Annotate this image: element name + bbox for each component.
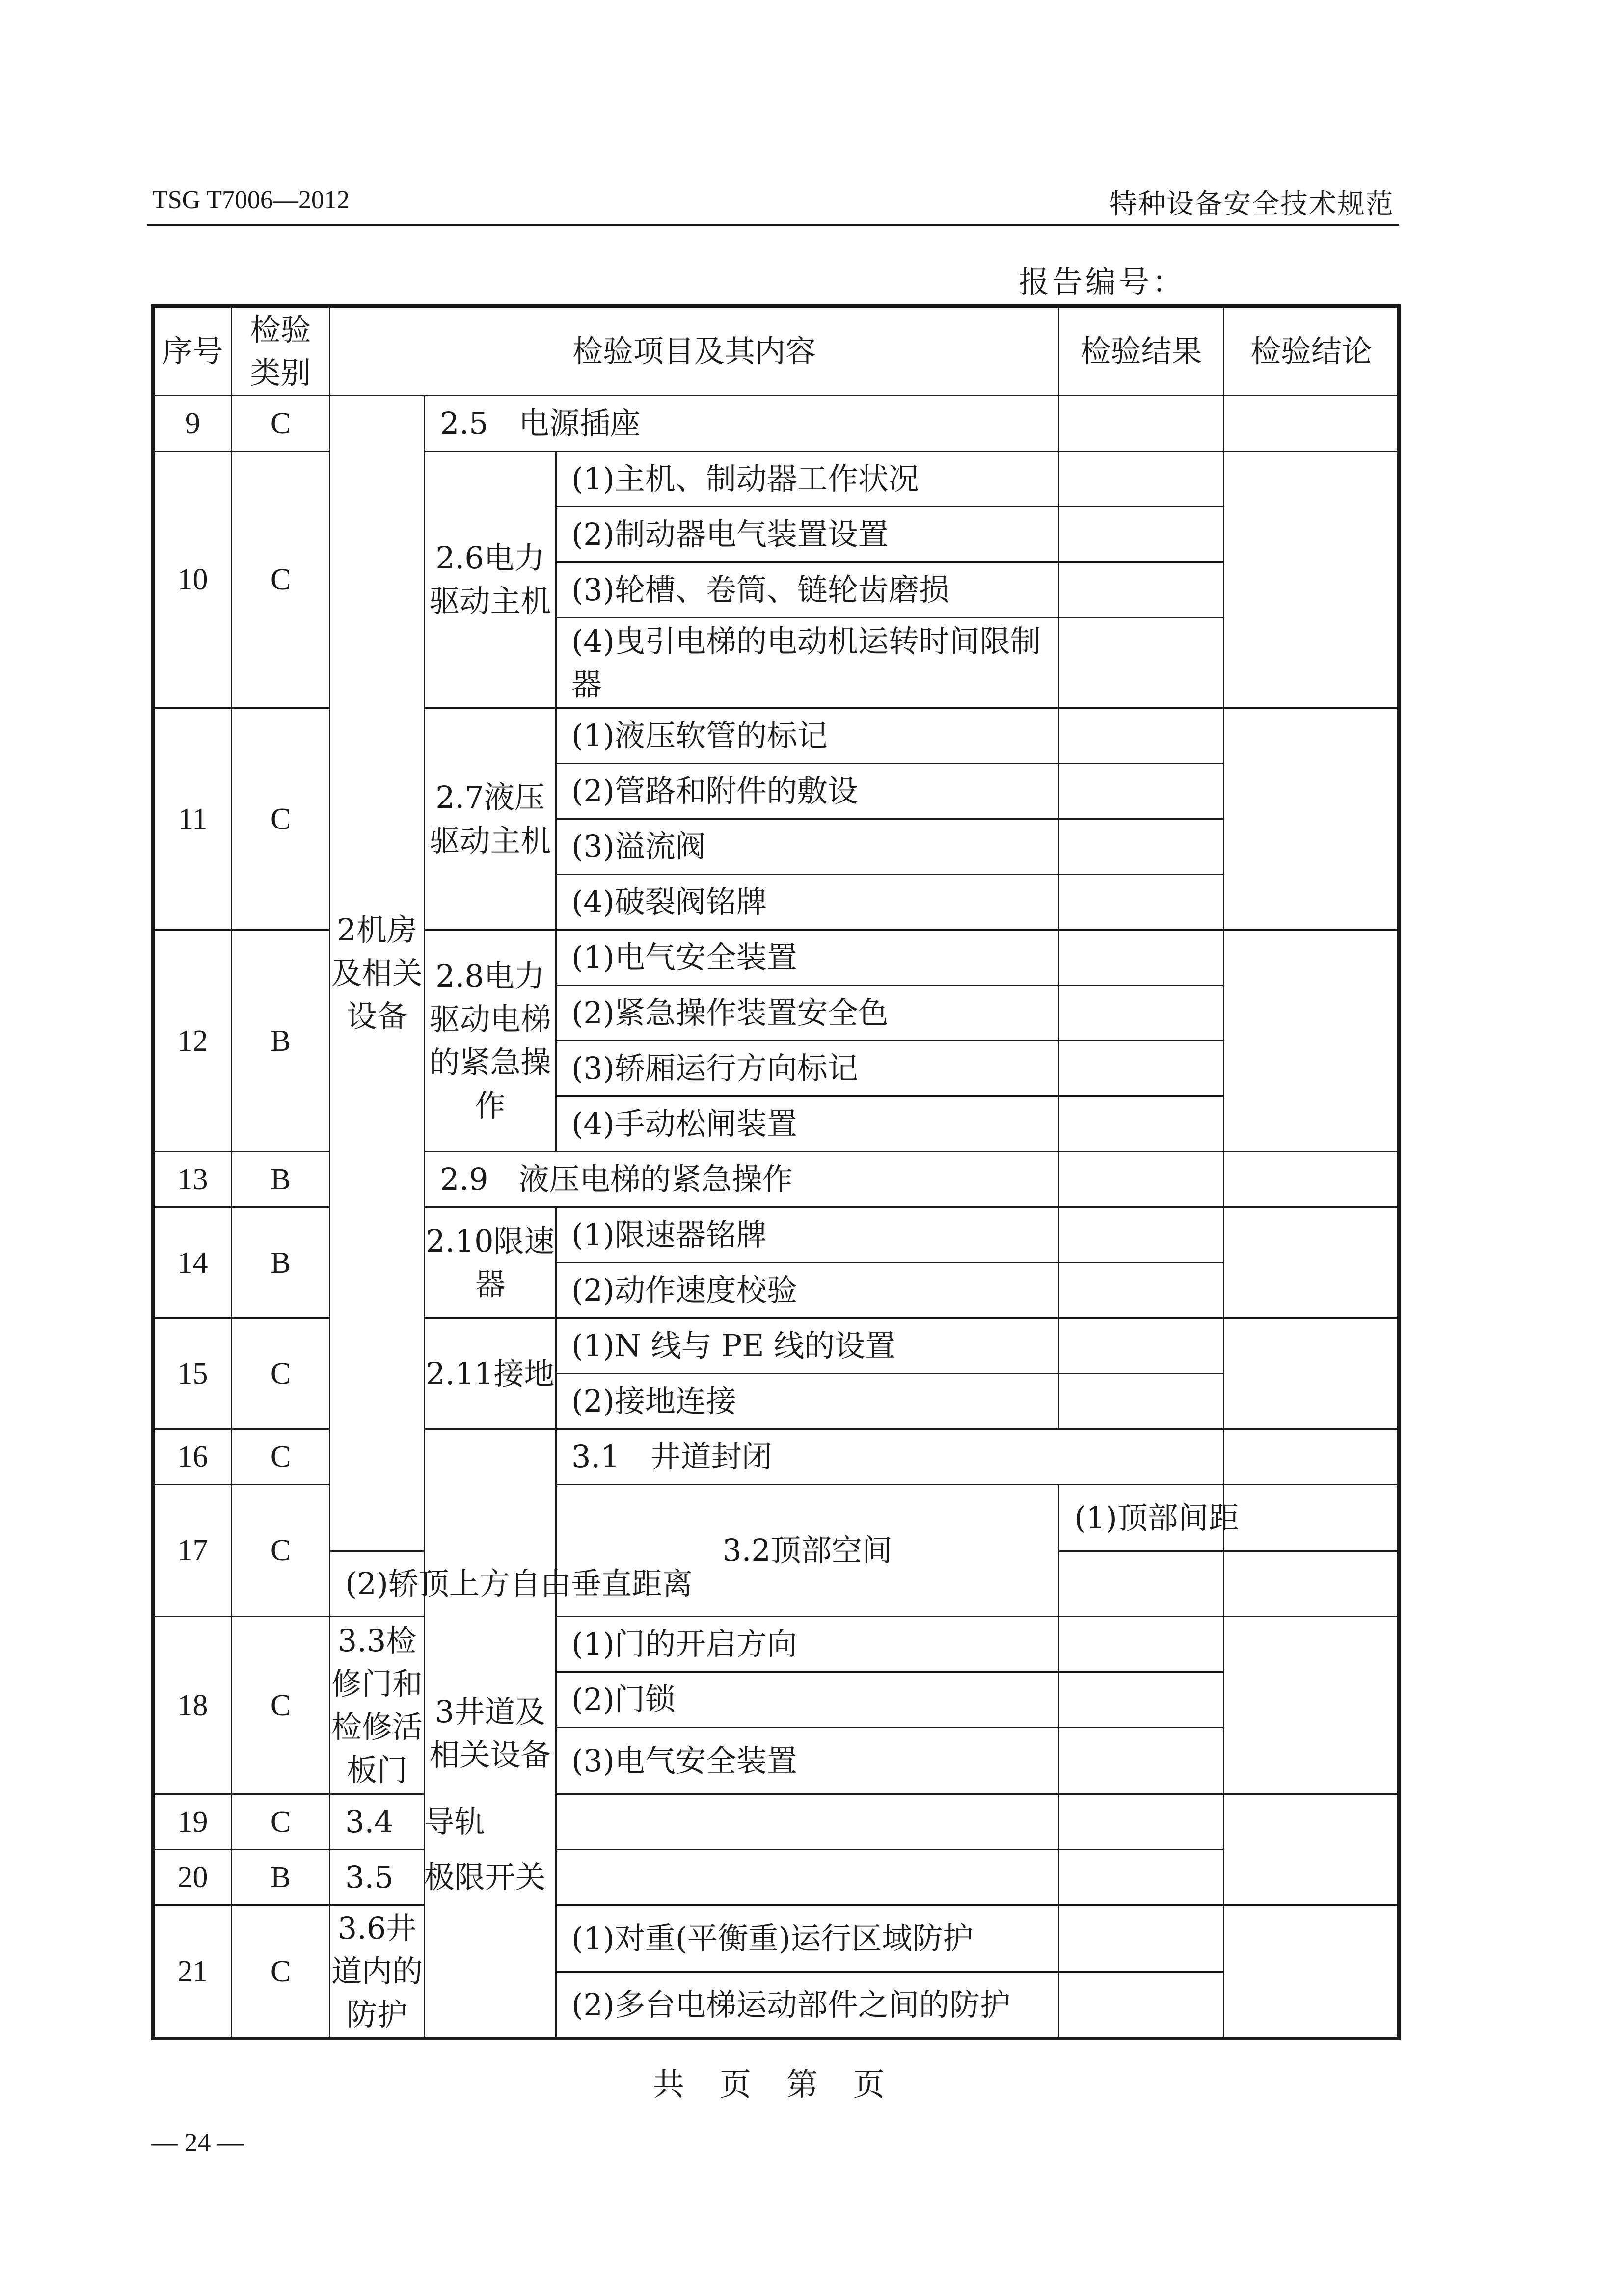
subitem-line: (1)限速器铭牌 — [556, 1207, 1059, 1263]
seq-cell: 11 — [153, 708, 232, 930]
seq-cell: 21 — [153, 1905, 232, 2039]
category-cell: C — [232, 1905, 330, 2039]
result-cell[interactable] — [1059, 1617, 1224, 1672]
seq-cell: 13 — [153, 1152, 232, 1207]
seq-cell: 10 — [153, 452, 232, 708]
result-cell[interactable] — [556, 1794, 1059, 1850]
subitem-cell: 2.11接地 — [425, 1318, 556, 1429]
subitem-line: (1)N 线与 PE 线的设置 — [556, 1318, 1059, 1374]
subitem-line: (1)液压软管的标记 — [556, 708, 1059, 764]
subitem-line: (2)紧急操作装置安全色 — [556, 986, 1059, 1041]
conclusion-cell[interactable] — [1224, 1905, 1399, 2039]
seq-cell: 9 — [153, 396, 232, 452]
result-cell[interactable] — [1059, 1905, 1224, 1972]
conclusion-cell[interactable] — [1224, 1152, 1399, 1207]
result-cell[interactable] — [1059, 1207, 1224, 1263]
result-cell[interactable] — [1059, 1972, 1224, 2039]
conclusion-cell[interactable] — [1224, 1617, 1399, 1794]
result-cell[interactable] — [1059, 1551, 1224, 1617]
header-category: 检验类别 — [232, 306, 330, 396]
table-row — [153, 396, 1399, 452]
conclusion-cell[interactable] — [1224, 708, 1399, 930]
result-cell[interactable] — [1059, 708, 1224, 764]
item-cell: 2.9 液压电梯的紧急操作 — [425, 1152, 1059, 1207]
category-cell: B — [232, 1207, 330, 1318]
category-cell: B — [232, 1850, 330, 1905]
header-result: 检验结果 — [1059, 306, 1224, 396]
result-cell[interactable] — [1059, 1728, 1224, 1794]
seq-cell: 14 — [153, 1207, 232, 1318]
header-items: 检验项目及其内容 — [330, 306, 1059, 396]
subitem-line: (1)主机、制动器工作状况 — [556, 452, 1059, 507]
category-cell: B — [232, 930, 330, 1152]
result-cell[interactable] — [1059, 1152, 1224, 1207]
page-count-line: 共 页 第 页 — [653, 2067, 887, 2103]
item-cell: 3.5 极限开关 — [330, 1850, 556, 1905]
document-title: 特种设备安全技术规范 — [1110, 188, 1394, 220]
result-cell[interactable] — [1059, 1096, 1224, 1152]
category-cell: C — [232, 1318, 330, 1429]
conclusion-cell[interactable] — [1224, 396, 1399, 452]
result-cell[interactable] — [1059, 930, 1224, 986]
item-cell: 3.4 导轨 — [330, 1794, 556, 1850]
conclusion-cell[interactable] — [1224, 930, 1399, 1152]
table-row — [153, 1794, 1399, 1850]
seq-cell: 16 — [153, 1429, 232, 1485]
category-cell: C — [232, 452, 330, 708]
table-row — [153, 1850, 1399, 1905]
result-cell[interactable] — [556, 1850, 1059, 1905]
subitem-cell: 2.6电力驱动主机 — [425, 452, 556, 708]
seq-cell: 18 — [153, 1617, 232, 1794]
result-cell[interactable] — [1059, 1672, 1224, 1728]
subitem-line: (2)门锁 — [556, 1672, 1059, 1728]
group-machine-room: 2机房及相关设备 — [330, 396, 425, 1551]
conclusion-cell[interactable] — [1059, 1850, 1224, 1905]
subitem-line: (2)动作速度校验 — [556, 1263, 1059, 1318]
header-conclusion: 检验结论 — [1224, 306, 1399, 396]
seq-cell: 17 — [153, 1485, 232, 1617]
conclusion-cell[interactable] — [1224, 452, 1399, 708]
header-rule — [147, 224, 1399, 226]
subitem-cell: 2.8电力驱动电梯的紧急操作 — [425, 930, 556, 1152]
seq-cell: 20 — [153, 1850, 232, 1905]
result-cell[interactable] — [1059, 986, 1224, 1041]
result-cell[interactable] — [1059, 1318, 1224, 1374]
seq-cell: 19 — [153, 1794, 232, 1850]
item-cell: 3.1 井道封闭 — [556, 1429, 1224, 1485]
result-cell[interactable] — [1059, 562, 1224, 618]
subitem-line: (2)管路和附件的敷设 — [556, 764, 1059, 819]
subitem-line: (4)手动松闸装置 — [556, 1096, 1059, 1152]
subitem-line: (3)轮槽、卷筒、链轮齿磨损 — [556, 562, 1059, 618]
subitem-line: (4)破裂阀铭牌 — [556, 875, 1059, 930]
subitem-line: (3)轿厢运行方向标记 — [556, 1041, 1059, 1096]
result-cell[interactable] — [1224, 1429, 1399, 1485]
item-cell: 2.5 电源插座 — [425, 396, 1059, 452]
subitem-cell: 2.7液压驱动主机 — [425, 708, 556, 930]
standard-code: TSG T7006—2012 — [152, 186, 350, 214]
subitem-line: (1)电气安全装置 — [556, 930, 1059, 986]
subitem-cell: 3.3检修门和检修活板门 — [330, 1617, 425, 1794]
result-cell[interactable] — [1059, 1041, 1224, 1096]
category-cell: C — [232, 1794, 330, 1850]
header-seq: 序号 — [153, 306, 232, 396]
table-row — [153, 1905, 1399, 1972]
subitem-line: (2)接地连接 — [556, 1374, 1059, 1429]
category-cell: C — [232, 1429, 330, 1485]
conclusion-cell[interactable] — [1224, 1207, 1399, 1318]
result-cell[interactable] — [1059, 1263, 1224, 1318]
category-cell: C — [232, 1485, 330, 1617]
result-cell[interactable] — [1059, 618, 1224, 708]
subitem-line: (1)门的开启方向 — [556, 1617, 1059, 1672]
subitem-cell: 3.2顶部空间 — [556, 1485, 1059, 1617]
subitem-cell: 2.10限速器 — [425, 1207, 556, 1318]
category-cell: C — [232, 708, 330, 930]
subitem-line: (1)对重(平衡重)运行区域防护 — [556, 1905, 1059, 1972]
conclusion-cell[interactable] — [1224, 1318, 1399, 1429]
result-cell[interactable] — [1059, 819, 1224, 875]
result-cell[interactable] — [1059, 1374, 1224, 1429]
result-cell[interactable] — [1059, 452, 1224, 507]
category-cell: C — [232, 1617, 330, 1794]
category-cell: B — [232, 1152, 330, 1207]
table-header-row — [153, 306, 1399, 396]
result-cell[interactable] — [1059, 875, 1224, 930]
subitem-line: (1)顶部间距 — [1059, 1485, 1224, 1551]
group-shaft: 3井道及相关设备 — [425, 1429, 556, 2039]
conclusion-cell[interactable] — [1059, 1794, 1224, 1850]
subitem-line: (3)溢流阀 — [556, 819, 1059, 875]
result-cell[interactable] — [1059, 764, 1224, 819]
seq-cell: 15 — [153, 1318, 232, 1429]
subitem-line: (2)轿顶上方自由垂直距离 — [330, 1551, 425, 1617]
page-number: — 24 — — [151, 2128, 244, 2157]
result-cell[interactable] — [1224, 1485, 1399, 1551]
table-row — [153, 1617, 1399, 1672]
subitem-cell: 3.6井道内的防护 — [330, 1905, 425, 2039]
inspection-table — [151, 304, 1401, 2040]
report-number-label: 报告编号： — [1019, 264, 1186, 300]
subitem-line: (3)电气安全装置 — [556, 1728, 1059, 1794]
result-cell[interactable] — [1059, 396, 1224, 452]
result-cell[interactable] — [1059, 507, 1224, 562]
subitem-line: (2)多台电梯运动部件之间的防护 — [556, 1972, 1059, 2039]
subitem-line: (4)曳引电梯的电动机运转时间限制器 — [556, 618, 1059, 708]
category-cell: C — [232, 396, 330, 452]
seq-cell: 12 — [153, 930, 232, 1152]
subitem-line: (2)制动器电气装置设置 — [556, 507, 1059, 562]
